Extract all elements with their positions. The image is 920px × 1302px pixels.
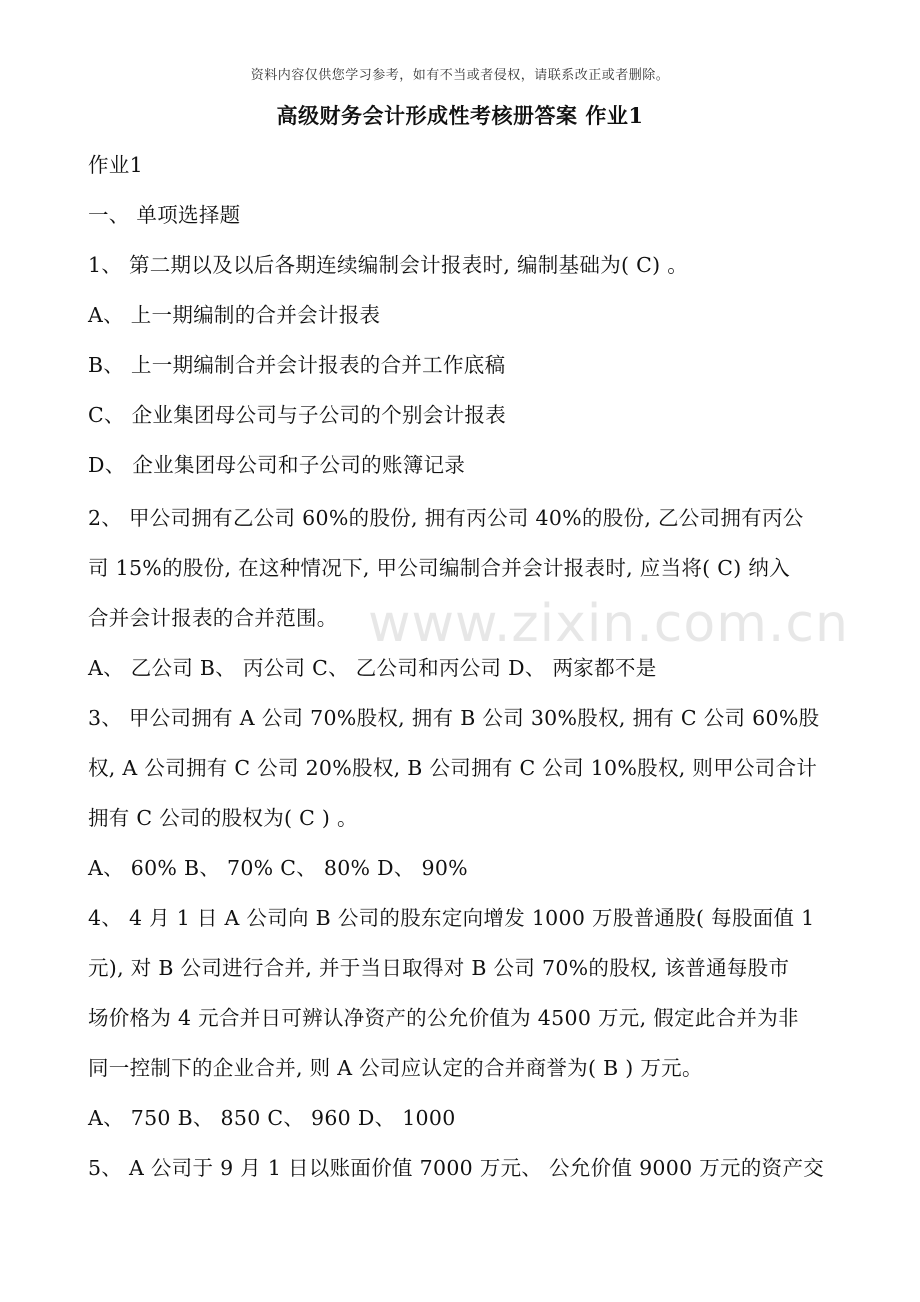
question-3-line-2: 权, A 公司拥有 C 公司 20%股权, B 公司拥有 C 公司 10%股权, 则甲公司合计 (88, 756, 818, 780)
question-2-options: A、 乙公司 B、 丙公司 C、 乙公司和丙公司 D、 两家都不是 (88, 656, 657, 680)
question-5-line-1: 5、 A 公司于 9 月 1 日以账面价值 7000 万元、 公允价值 9000 万元的资产交 (88, 1156, 825, 1180)
question-2-line-2: 司 15%的股份, 在这种情况下, 甲公司编制合并会计报表时, 应当将( C) 纳入 (88, 556, 790, 580)
question-1-option-b: B、 上一期编制合并会计报表的合并工作底稿 (88, 353, 506, 377)
question-4-options: A、 750 B、 850 C、 960 D、 1000 (88, 1106, 456, 1130)
question-1-option-d: D、 企业集团母公司和子公司的账簿记录 (88, 453, 466, 477)
question-3-options: A、 60% B、 70% C、 80% D、 90% (88, 856, 468, 880)
site-watermark: www.zixin.com.cn (368, 594, 849, 654)
question-3-line-3: 拥有 C 公司的股权为( C ) 。 (88, 806, 358, 830)
question-2-line-3: 合并会计报表的合并范围。 (88, 606, 338, 630)
copyright-notice: 资料内容仅供您学习参考，如有不当或者侵权，请联系改正或者删除。 (250, 68, 670, 83)
section-heading: 作业1 (88, 153, 143, 177)
question-3-line-1: 3、 甲公司拥有 A 公司 70%股权, 拥有 B 公司 30%股权, 拥有 C 公司 60%股 (88, 706, 820, 730)
question-1-option-a: A、 上一期编制的合并会计报表 (88, 303, 381, 327)
question-1: 1、 第二期以及以后各期连续编制会计报表时, 编制基础为( C) 。 (88, 253, 689, 277)
question-4-line-2: 元), 对 B 公司进行合并, 并于当日取得对 B 公司 70%的股权, 该普通每股市 (88, 956, 790, 980)
document-title: 高级财务会计形成性考核册答案 作业1 (276, 103, 644, 128)
question-4-line-1: 4、 4 月 1 日 A 公司向 B 公司的股东定向增发 1000 万股普通股( 每股面值 1 (88, 906, 815, 930)
question-1-option-c: C、 企业集团母公司与子公司的个别会计报表 (88, 403, 507, 427)
question-2-line-1: 2、 甲公司拥有乙公司 60%的股份, 拥有丙公司 40%的股份, 乙公司拥有丙公 (88, 506, 804, 530)
subsection-heading: 一、 单项选择题 (88, 203, 241, 227)
question-4-line-3: 场价格为 4 元合并日可辨认净资产的公允价值为 4500 万元, 假定此合并为非 (88, 1006, 799, 1030)
question-4-line-4: 同一控制下的企业合并, 则 A 公司应认定的合并商誉为( B ) 万元。 (88, 1056, 703, 1080)
